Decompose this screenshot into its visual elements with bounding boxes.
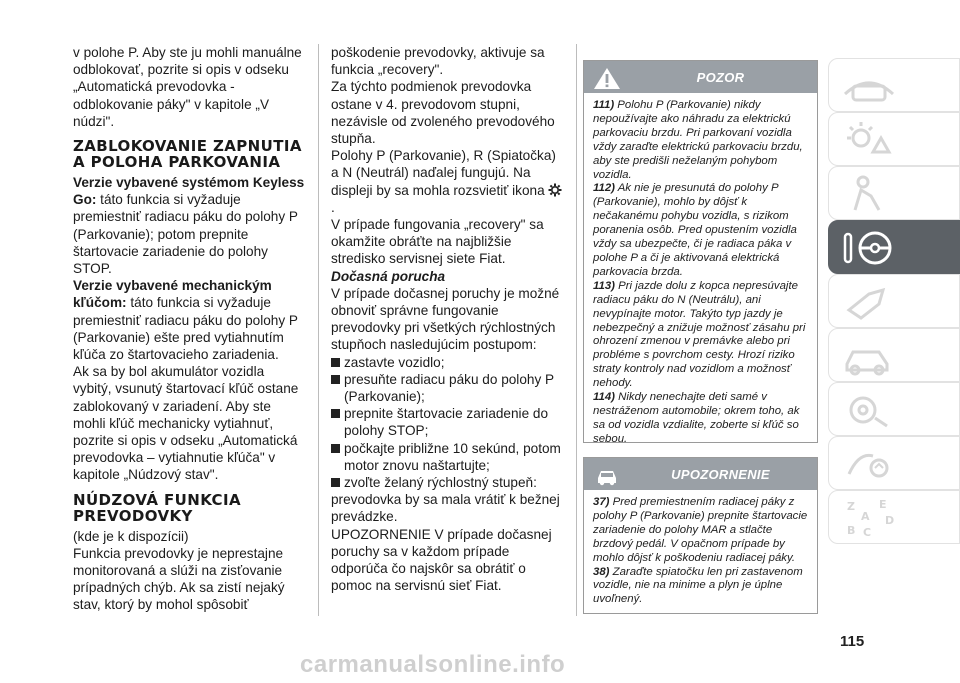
tab-emergency[interactable] [828, 274, 960, 328]
warning-item-text: Polohu P (Parkovanie) nikdy nepoužívajte ako náhradu za elektrickú parkovaciu brzdu. Pri parkovaní vozidla vždy zaraďte elektrickú parkovaciu brzdu, aby ste predišli neželaným pohybom vozidla. [593, 99, 803, 181]
caution-box-title: UPOZORNENIE [671, 467, 770, 482]
index-letters-icon [839, 496, 899, 540]
warning-item-text: Pri jazde dolu z kopca nepresúvajte radiacu páku do N (Neutrálu), ani nevypínajte motor. Takýto typ jazdy je nebezpečný a znižuje možnosť zásahu pri ohrození zmenou v premávke alebo pri probléme s povrchom cesty. Hrozí riziko straty kontroly nad vozidlom a možnosť nehody. [593, 279, 806, 390]
caution-box [583, 457, 818, 614]
bullet-square-icon [331, 478, 340, 487]
warning-item [593, 566, 810, 608]
warning-item [593, 280, 810, 391]
paragraph: V prípade fungovania „recovery" sa okamžite obráťte na najbližšie stredisko servisnej siete Fiat. [331, 217, 544, 267]
wrench-emergency-icon [839, 280, 899, 324]
bullet-square-icon [331, 409, 340, 418]
page-number: 115 [840, 633, 865, 650]
section-heading: ZABLOKOVANIE ZAPNUTIA A POLOHA PARKOVANIA [73, 137, 302, 172]
airbag-safety-icon [839, 172, 899, 216]
text-column-middle [331, 44, 563, 595]
paragraph-text: táto funkcia si vyžaduje premiestniť radiacu páku do polohy P (Parkovanie) ešte pred vytiahnutím kľúča zo štartovacieho zariadenia. [73, 295, 298, 363]
paragraph-text: táto funkcia si vyžaduje premiestniť radiacu páku do polohy P (Parkovanie); potom prepnite štartovacie zariadenie do polohy STOP. [73, 192, 298, 277]
bullet-square-icon [331, 358, 340, 367]
paragraph: v polohe P. Aby ste ju mohli manuálne odblokovať, pozrite si opis v odseku „Automatická prevodovka - odblokovanie páky" v kapitole „V núdzi". [73, 45, 302, 129]
paragraph-lead: Verzie vybavené mechanickým kľúčom: [73, 278, 272, 311]
list-item-text: počkajte približne 10 sekúnd, potom motor znovu naštartujte; [344, 440, 561, 473]
bullet-square-icon [331, 375, 340, 384]
list-item [331, 354, 563, 371]
danger-box-title: POZOR [696, 70, 745, 85]
warning-item-number: 114) [593, 391, 615, 404]
svg-text:A: A [861, 510, 870, 523]
warning-item [593, 99, 810, 182]
tab-technical-data[interactable] [828, 382, 960, 436]
list-item [331, 474, 563, 491]
dashboard-car-icon [839, 64, 899, 108]
car-maintenance-icon [839, 334, 899, 378]
warning-item-text: Zaraďte spiatočku len pri zastavenom vozidle, nie na minime a plyn je úplne uvoľnený. [593, 565, 803, 606]
text-column-left [73, 44, 305, 614]
caution-box-header [584, 458, 817, 490]
key-steering-wheel-icon [839, 226, 899, 270]
paragraph-text: . [331, 199, 335, 215]
paragraph: UPOZORNENIE V prípade dočasnej poruchy sa v každom prípade odporúča čo najskôr sa obrátiť o pomoc na servisnú sieť Fiat. [331, 526, 552, 594]
warning-item-text: Ak nie je presunutá do polohy P (Parkovanie), mohlo by dôjsť k nečakanému pohybu vozidla, s rizikom poranenia osôb. Pred opustením vozidla vždy sa ubezpečte, či je radiaca páka v polohe P a či je aktivovaná elektrická parkovacia brzda. [593, 182, 797, 278]
column-divider [576, 44, 577, 616]
multimedia-icon [839, 442, 899, 486]
tab-safety[interactable] [828, 166, 960, 220]
list-item [331, 440, 563, 474]
svg-text:B: B [847, 524, 856, 537]
section-heading: NÚDZOVÁ FUNKCIA PREVODOVKY [73, 490, 241, 525]
warning-item-number: 38) [593, 565, 610, 578]
tab-warning-lights[interactable] [828, 112, 960, 166]
paragraph: (kde je k dispozícii) [73, 528, 189, 544]
tab-starting-driving[interactable] [828, 220, 960, 274]
warning-item-text: Nikdy nenechajte deti samé v nestráženom automobile; okrem toho, ak sa od vozidla vzdialite, zoberte si kľúč so sebou. [593, 391, 800, 445]
warning-item-number: 37) [593, 496, 610, 508]
bullet-square-icon [331, 444, 340, 453]
paragraph [73, 174, 305, 277]
paragraph: Funkcia prevodovky je neprestajne monitorovaná a slúži na zisťovanie prípadných chýb. Ak sa zistí nejaký stav, ktorý by mohol spôsobiť [73, 545, 285, 613]
warning-item-number: 112) [593, 182, 615, 195]
watermark: carmanualsonline.info [300, 651, 566, 678]
warning-lights-icon [839, 118, 899, 162]
svg-text:D: D [885, 514, 895, 527]
column-divider [318, 44, 319, 616]
paragraph: Ak sa by bol akumulátor vozidla vybitý, vsunutý štartovací kľúč ostane zablokovaný v zariadení. Aby ste mohli kľúč mechanicky vytiahnuť, pozrite si opis v odseku „Automatická prevodovka – vytiahnutie kľúča" v kapitole „Núdzový stav". [73, 364, 299, 483]
list-item [331, 405, 563, 439]
warning-item [593, 182, 810, 279]
warning-item-number: 111) [593, 99, 615, 111]
warning-item [593, 391, 810, 447]
tab-dashboard[interactable] [828, 58, 960, 112]
danger-box-body [584, 93, 817, 447]
list-item-text: presuňte radiacu páku do polohy P (Parkovanie); [344, 371, 554, 405]
procedure-list [331, 354, 563, 492]
paragraph: V prípade dočasnej poruchy je možné obnoviť správne fungovanie prevodovky pri všetkých rýchlostných stupňoch nasledujúcim postupom: [331, 285, 560, 353]
paragraph: Za týchto podmienok prevodovka ostane v 4. prevodovom stupni, nezávisle od zvoleného prevodového stupňa. [331, 79, 555, 147]
svg-text:E: E [879, 498, 887, 511]
svg-text:C: C [863, 526, 872, 539]
paragraph [331, 147, 563, 216]
technical-data-icon [839, 388, 899, 432]
caution-box-body [584, 490, 817, 607]
svg-text:Z: Z [847, 500, 855, 513]
list-item-text: zastavte vozidlo; [344, 354, 445, 370]
tab-index[interactable] [828, 490, 960, 544]
paragraph: poškodenie prevodovky, aktivuje sa funkcia „recovery". [331, 45, 545, 78]
paragraph-text: Polohy P (Parkovanie), R (Spiatočka) a N (Neutrál) naďalej fungujú. Na displeji by sa mohla rozsvietiť ikona [331, 148, 556, 198]
list-item-text: zvoľte želaný rýchlostný stupeň: [344, 475, 537, 491]
transmission-fault-icon [548, 183, 562, 197]
paragraph: prevodovka by sa mala vrátiť k bežnej prevádzke. [331, 492, 560, 525]
tab-maintenance[interactable] [828, 328, 960, 382]
warning-item-text: Pred premiestnením radiacej páky z polohy P (Parkovanie) prepnite štartovacie zariadenie do polohy MAR a stlačte brzdový pedál. V opačnom prípade by mohlo dôjsť k poškodeniu radiacej páky. [593, 496, 808, 564]
warning-item [593, 496, 810, 566]
paragraph [73, 277, 305, 363]
danger-box [583, 60, 818, 443]
list-item-text: prepnite štartovacie zariadenie do polohy STOP; [344, 406, 549, 439]
paragraph-lead: Verzie vybavené systémom Keyless Go: [73, 175, 305, 208]
danger-box-header [584, 61, 817, 93]
tab-multimedia[interactable] [828, 436, 960, 490]
list-item [331, 371, 563, 405]
warning-item-number: 113) [593, 279, 615, 292]
subsection-heading: Dočasná porucha [331, 268, 446, 284]
